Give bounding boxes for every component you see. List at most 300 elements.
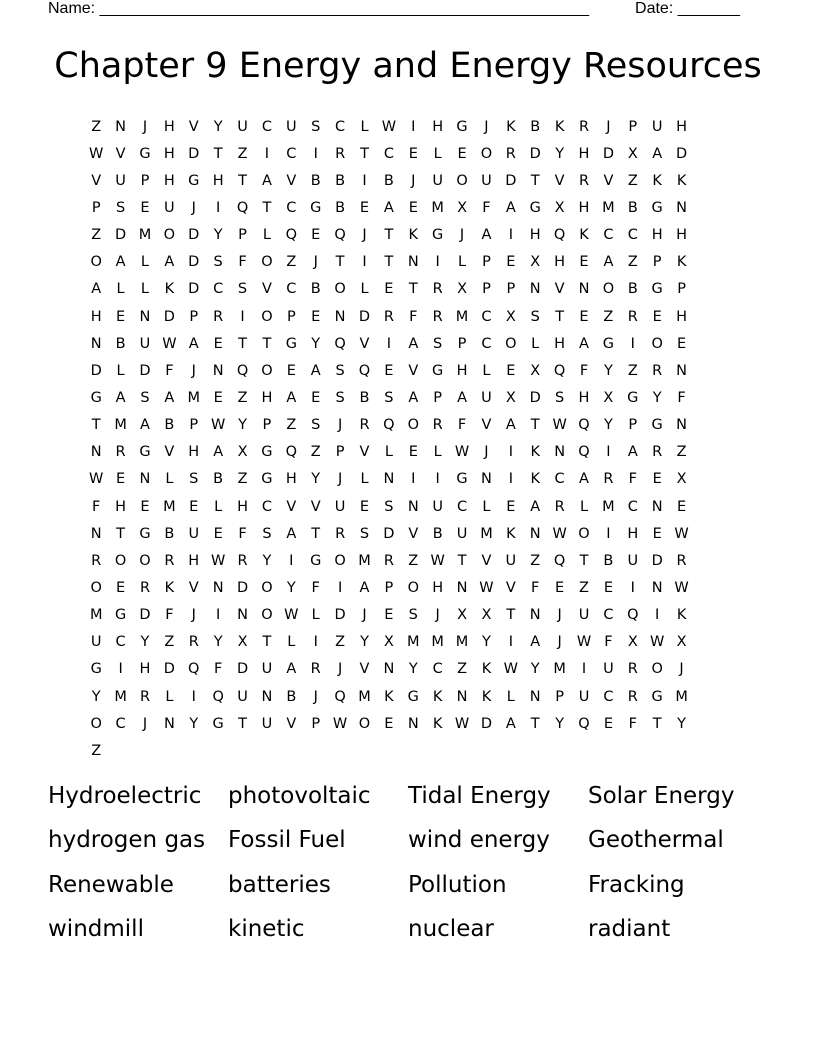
- grid-letter: V: [188, 118, 199, 135]
- grid-letter: L: [579, 498, 589, 515]
- grid-letter: A: [481, 227, 492, 244]
- grid-letter: Q: [553, 362, 566, 379]
- grid-letter: K: [579, 227, 589, 244]
- grid-letter: W: [552, 417, 567, 434]
- grid-letter: U: [139, 335, 151, 352]
- grid-letter: M: [431, 634, 444, 651]
- grid-letter: H: [115, 498, 127, 515]
- grid-letter: M: [407, 634, 420, 651]
- grid-letter: A: [652, 145, 663, 162]
- grid-letter: E: [384, 607, 394, 624]
- grid-letter: B: [359, 389, 370, 406]
- grid-letter: G: [432, 227, 444, 244]
- grid-letter: G: [261, 471, 273, 488]
- word-list-item: photovoltaic: [228, 783, 371, 809]
- grid-letter: U: [481, 172, 492, 189]
- grid-letter: B: [164, 525, 175, 542]
- grid-letter: R: [627, 308, 638, 325]
- grid-letter: C: [115, 634, 126, 651]
- grid-letter: K: [164, 579, 175, 596]
- grid-letter: I: [362, 172, 367, 189]
- grid-letter: B: [432, 525, 443, 542]
- grid-letter: D: [236, 579, 249, 596]
- grid-letter: W: [503, 661, 518, 678]
- grid-letter: A: [627, 444, 638, 461]
- grid-letter: A: [286, 525, 297, 542]
- grid-letter: H: [163, 172, 175, 189]
- grid-letter: T: [238, 715, 247, 732]
- grid-letter: G: [456, 118, 468, 135]
- grid-letter: O: [334, 552, 346, 569]
- grid-letter: E: [189, 498, 199, 515]
- grid-letter: O: [261, 607, 273, 624]
- grid-letter: A: [286, 661, 297, 678]
- grid-letter: A: [505, 715, 516, 732]
- grid-letter: A: [91, 281, 102, 298]
- grid-letter: K: [164, 281, 175, 298]
- grid-letter: V: [481, 552, 492, 569]
- grid-letter: X: [237, 634, 248, 651]
- grid-letter: D: [188, 254, 200, 271]
- grid-letter: V: [115, 145, 126, 162]
- grid-letter: O: [578, 525, 590, 542]
- grid-letter: V: [286, 172, 297, 189]
- grid-letter: N: [554, 444, 566, 461]
- grid-letter: C: [432, 661, 443, 678]
- grid-letter: I: [508, 471, 513, 488]
- grid-letter: J: [459, 227, 465, 244]
- grid-letter: Z: [237, 389, 248, 406]
- grid-letter: Q: [285, 444, 298, 461]
- grid-letter: L: [433, 145, 442, 162]
- word-list-item: Hydroelectric: [48, 783, 202, 809]
- name-field: Name: _______________________________________________________: [48, 0, 589, 17]
- grid-letter: A: [213, 444, 224, 461]
- grid-letter: K: [481, 688, 492, 705]
- grid-letter: R: [335, 145, 346, 162]
- grid-letter: N: [676, 362, 687, 379]
- grid-letter: J: [435, 607, 440, 624]
- grid-letter: Y: [482, 634, 491, 651]
- grid-letter: E: [384, 281, 394, 298]
- grid-letter: G: [651, 199, 663, 216]
- grid-letter: S: [189, 471, 199, 488]
- grid-letter: N: [383, 661, 395, 678]
- grid-letter: L: [360, 471, 369, 488]
- grid-letter: G: [139, 444, 151, 461]
- grid-letter: I: [264, 145, 270, 162]
- grid-letter: T: [530, 417, 540, 434]
- grid-letter: O: [114, 552, 127, 569]
- grid-letter: E: [457, 145, 467, 162]
- grid-letter: F: [677, 389, 686, 406]
- grid-letter: J: [142, 118, 148, 135]
- grid-letter: K: [676, 607, 687, 624]
- grid-letter: N: [407, 498, 419, 515]
- grid-letter: S: [237, 281, 248, 298]
- grid-letter: C: [286, 199, 297, 216]
- grid-letter: K: [506, 525, 516, 542]
- grid-letter: W: [89, 471, 104, 488]
- grid-letter: A: [505, 199, 516, 216]
- grid-letter: Q: [578, 444, 590, 461]
- grid-letter: Y: [530, 661, 540, 678]
- grid-letter: A: [408, 389, 419, 406]
- grid-letter: N: [456, 688, 468, 705]
- grid-letter: W: [479, 579, 494, 596]
- grid-letter: I: [216, 607, 221, 624]
- grid-letter: R: [432, 417, 443, 434]
- grid-letter: N: [163, 715, 175, 732]
- grid-letter: R: [115, 444, 126, 461]
- grid-letter: R: [652, 444, 663, 461]
- grid-letter: O: [261, 254, 273, 271]
- word-list-item: Geothermal: [588, 827, 724, 854]
- grid-letter: G: [432, 362, 444, 379]
- grid-letter: C: [115, 715, 126, 732]
- grid-letter: C: [261, 498, 272, 515]
- grid-letter: O: [456, 172, 468, 189]
- grid-letter: U: [505, 552, 517, 569]
- grid-letter: E: [579, 254, 589, 271]
- grid-letter: S: [384, 498, 394, 515]
- grid-letter: F: [457, 417, 467, 434]
- grid-letter: R: [627, 661, 638, 678]
- grid-letter: E: [603, 715, 613, 732]
- grid-letter: B: [213, 471, 224, 488]
- grid-letter: Y: [603, 362, 613, 379]
- grid-letter: U: [261, 715, 273, 732]
- grid-letter: O: [407, 579, 419, 596]
- grid-letter: I: [435, 254, 440, 271]
- grid-letter: S: [384, 389, 394, 406]
- grid-letter: H: [163, 118, 175, 135]
- grid-letter: E: [116, 471, 126, 488]
- grid-letter: U: [188, 525, 200, 542]
- grid-letter: W: [162, 335, 177, 352]
- grid-letter: P: [482, 281, 491, 298]
- grid-letter: R: [91, 552, 102, 569]
- grid-letter: E: [286, 362, 296, 379]
- grid-letter: L: [482, 498, 491, 515]
- grid-letter: X: [481, 607, 492, 624]
- grid-letter: Y: [286, 579, 296, 596]
- word-list: [48, 776, 768, 953]
- grid-letter: S: [530, 308, 540, 325]
- grid-letter: Q: [236, 362, 249, 379]
- grid-letter: B: [335, 199, 346, 216]
- grid-letter: R: [505, 145, 516, 162]
- grid-letter: K: [676, 172, 687, 189]
- grid-letter: D: [651, 552, 663, 569]
- grid-letter: E: [506, 498, 516, 515]
- grid-letter: P: [189, 308, 199, 325]
- grid-letter: V: [91, 172, 102, 189]
- grid-letter: C: [603, 688, 614, 705]
- grid-letter: N: [383, 471, 395, 488]
- grid-letter: E: [384, 715, 394, 732]
- grid-letter: T: [262, 199, 272, 216]
- grid-letter: Y: [213, 227, 223, 244]
- grid-letter: K: [676, 254, 687, 271]
- grid-letter: Z: [408, 552, 419, 569]
- grid-letter: G: [285, 335, 297, 352]
- word-list-item: wind energy: [408, 827, 550, 854]
- grid-letter: G: [114, 607, 127, 624]
- grid-letter: L: [311, 607, 320, 624]
- grid-letter: F: [213, 661, 223, 678]
- grid-letter: Q: [358, 362, 371, 379]
- grid-letter: O: [358, 715, 371, 732]
- grid-letter: Q: [334, 688, 346, 705]
- grid-letter: D: [383, 525, 395, 542]
- grid-letter: E: [140, 199, 150, 216]
- grid-letter: E: [116, 308, 126, 325]
- grid-letter: Y: [262, 552, 272, 569]
- grid-letter: A: [310, 362, 321, 379]
- grid-letter: A: [188, 335, 199, 352]
- grid-letter: U: [164, 199, 175, 216]
- grid-letter: H: [432, 579, 444, 596]
- grid-letter: T: [384, 227, 394, 244]
- word-list-item: radiant: [588, 915, 671, 942]
- grid-letter: R: [188, 634, 199, 651]
- grid-letter: Z: [237, 471, 248, 488]
- grid-letter: U: [261, 661, 273, 678]
- grid-letter: N: [90, 525, 102, 542]
- grid-letter: W: [210, 552, 226, 569]
- grid-letter: H: [578, 389, 590, 406]
- grid-letter: V: [286, 715, 297, 732]
- grid-letter: C: [554, 471, 565, 488]
- grid-letter: J: [411, 172, 416, 189]
- grid-letter: E: [213, 335, 223, 352]
- grid-letter: D: [675, 145, 688, 162]
- grid-letter: N: [481, 471, 492, 488]
- grid-letter: E: [652, 525, 662, 542]
- grid-letter: B: [530, 118, 541, 135]
- grid-letter: H: [456, 362, 468, 379]
- grid-letter: O: [480, 145, 493, 162]
- grid-letter: Z: [457, 661, 468, 678]
- grid-letter: Y: [311, 335, 321, 352]
- grid-letter: Z: [627, 254, 638, 271]
- grid-letter: I: [606, 444, 611, 461]
- grid-letter: D: [480, 715, 493, 732]
- grid-letter: N: [139, 471, 151, 488]
- grid-letter: L: [360, 118, 369, 135]
- grid-letter: H: [261, 389, 273, 406]
- grid-letter: N: [407, 254, 419, 271]
- grid-letter: F: [628, 715, 637, 732]
- grid-letter: C: [286, 281, 297, 298]
- grid-letter: D: [163, 308, 175, 325]
- grid-letter: R: [627, 688, 638, 705]
- grid-letter: E: [408, 199, 418, 216]
- grid-letter: U: [90, 634, 102, 651]
- grid-letter: A: [164, 389, 175, 406]
- grid-letter: G: [188, 172, 200, 189]
- grid-letter: W: [89, 145, 104, 162]
- grid-letter: R: [335, 525, 346, 542]
- grid-letter: J: [557, 607, 562, 624]
- grid-letter: Z: [310, 444, 321, 461]
- grid-letter: Z: [676, 444, 687, 461]
- grid-letter: V: [554, 172, 565, 189]
- grid-letter: V: [188, 579, 199, 596]
- grid-letter: O: [90, 254, 102, 271]
- grid-letter: R: [432, 281, 443, 298]
- grid-letter: J: [191, 199, 196, 216]
- grid-letter: D: [139, 607, 151, 624]
- grid-letter: E: [359, 498, 370, 515]
- grid-letter: I: [435, 471, 440, 488]
- grid-letter: P: [433, 389, 443, 406]
- grid-letter: T: [579, 552, 589, 569]
- grid-letter: I: [411, 471, 416, 488]
- grid-letter: T: [384, 254, 394, 271]
- grid-letter: Q: [578, 417, 590, 434]
- grid-letter: A: [359, 579, 370, 596]
- grid-letter: P: [677, 281, 686, 298]
- grid-letter: M: [455, 634, 469, 651]
- grid-letter: P: [262, 417, 272, 434]
- grid-letter: H: [237, 498, 248, 515]
- grid-letter: J: [337, 417, 343, 434]
- grid-letter: B: [383, 172, 394, 189]
- word-list-item: nuclear: [408, 915, 494, 942]
- grid-letter: F: [165, 362, 174, 379]
- grid-letter: H: [627, 525, 639, 542]
- grid-letter: W: [210, 417, 226, 434]
- word-list-item: Fracking: [588, 871, 685, 898]
- word-list-item: Tidal Energy: [408, 783, 551, 809]
- grid-letter: G: [651, 417, 663, 434]
- grid-letter: U: [627, 552, 639, 569]
- grid-letter: O: [90, 715, 102, 732]
- grid-letter: G: [90, 661, 102, 678]
- grid-letter: H: [676, 118, 688, 135]
- grid-letter: Q: [188, 661, 200, 678]
- grid-letter: G: [212, 715, 224, 732]
- grid-letter: Y: [555, 145, 565, 162]
- grid-letter: T: [530, 172, 540, 189]
- grid-letter: R: [139, 688, 151, 705]
- grid-letter: Z: [164, 634, 175, 651]
- grid-letter: N: [529, 281, 541, 298]
- grid-letter: N: [261, 688, 273, 705]
- grid-letter: E: [140, 498, 150, 515]
- grid-letter: D: [602, 145, 614, 162]
- grid-letter: D: [139, 362, 151, 379]
- grid-letter: A: [530, 498, 541, 515]
- grid-letter: R: [383, 308, 394, 325]
- grid-letter: Z: [91, 742, 102, 759]
- grid-letter: A: [140, 417, 150, 434]
- grid-letter: G: [407, 688, 419, 705]
- grid-letter: P: [189, 417, 199, 434]
- grid-letter: O: [602, 281, 615, 298]
- grid-letter: X: [530, 362, 541, 379]
- grid-letter: L: [214, 498, 223, 515]
- grid-letter: V: [286, 498, 297, 515]
- grid-letter: T: [262, 335, 272, 352]
- grid-letter: K: [506, 118, 516, 135]
- grid-letter: I: [508, 634, 513, 651]
- grid-letter: L: [165, 688, 174, 705]
- grid-letter: K: [481, 661, 492, 678]
- grid-letter: I: [191, 688, 196, 705]
- grid-letter: F: [579, 362, 589, 379]
- grid-letter: F: [604, 634, 613, 651]
- grid-letter: G: [627, 389, 639, 406]
- grid-letter: U: [115, 172, 126, 189]
- grid-letter: U: [481, 389, 492, 406]
- grid-letter: I: [508, 444, 513, 461]
- grid-letter: I: [606, 525, 611, 542]
- grid-letter: J: [313, 688, 318, 705]
- grid-letter: A: [164, 254, 175, 271]
- grid-letter: Q: [553, 227, 566, 244]
- grid-letter: O: [261, 362, 273, 379]
- grid-letter: L: [140, 281, 150, 298]
- grid-letter: B: [164, 417, 175, 434]
- grid-letter: H: [676, 227, 688, 244]
- grid-letter: T: [506, 607, 516, 624]
- grid-letter: O: [651, 661, 663, 678]
- grid-letter: V: [261, 281, 272, 298]
- grid-letter: Q: [285, 227, 298, 244]
- grid-letter: N: [676, 417, 687, 434]
- grid-letter: N: [407, 715, 419, 732]
- grid-letter: T: [238, 335, 247, 352]
- grid-letter: Y: [311, 471, 321, 488]
- grid-letter: T: [530, 715, 540, 732]
- grid-letter: F: [92, 498, 101, 515]
- word-list-item: windmill: [48, 915, 144, 942]
- grid-letter: J: [484, 118, 489, 135]
- grid-letter: Z: [627, 172, 638, 189]
- grid-letter: H: [212, 172, 224, 189]
- grid-letter: B: [627, 281, 638, 298]
- grid-letter: N: [90, 444, 102, 461]
- grid-letter: T: [335, 254, 345, 271]
- grid-letter: P: [335, 444, 345, 461]
- grid-letter: H: [554, 335, 566, 352]
- grid-letter: E: [408, 444, 418, 461]
- grid-letter: M: [163, 498, 176, 515]
- grid-letter: E: [603, 579, 613, 596]
- grid-letter: N: [651, 498, 663, 515]
- grid-letter: M: [114, 688, 127, 705]
- grid-letter: B: [286, 688, 297, 705]
- grid-letter: Y: [140, 634, 150, 651]
- grid-letter: C: [213, 281, 224, 298]
- grid-letter: R: [213, 308, 224, 325]
- grid-letter: H: [676, 308, 688, 325]
- grid-letter: M: [602, 199, 615, 216]
- grid-letter: R: [652, 362, 663, 379]
- grid-letter: I: [289, 552, 294, 569]
- grid-letter: E: [676, 335, 687, 352]
- grid-letter: N: [651, 579, 663, 596]
- grid-letter: J: [557, 634, 562, 651]
- grid-letter: C: [603, 607, 614, 624]
- grid-letter: K: [554, 118, 565, 135]
- grid-letter: T: [360, 145, 369, 162]
- word-list-item: kinetic: [228, 915, 305, 942]
- grid-letter: Y: [238, 417, 247, 434]
